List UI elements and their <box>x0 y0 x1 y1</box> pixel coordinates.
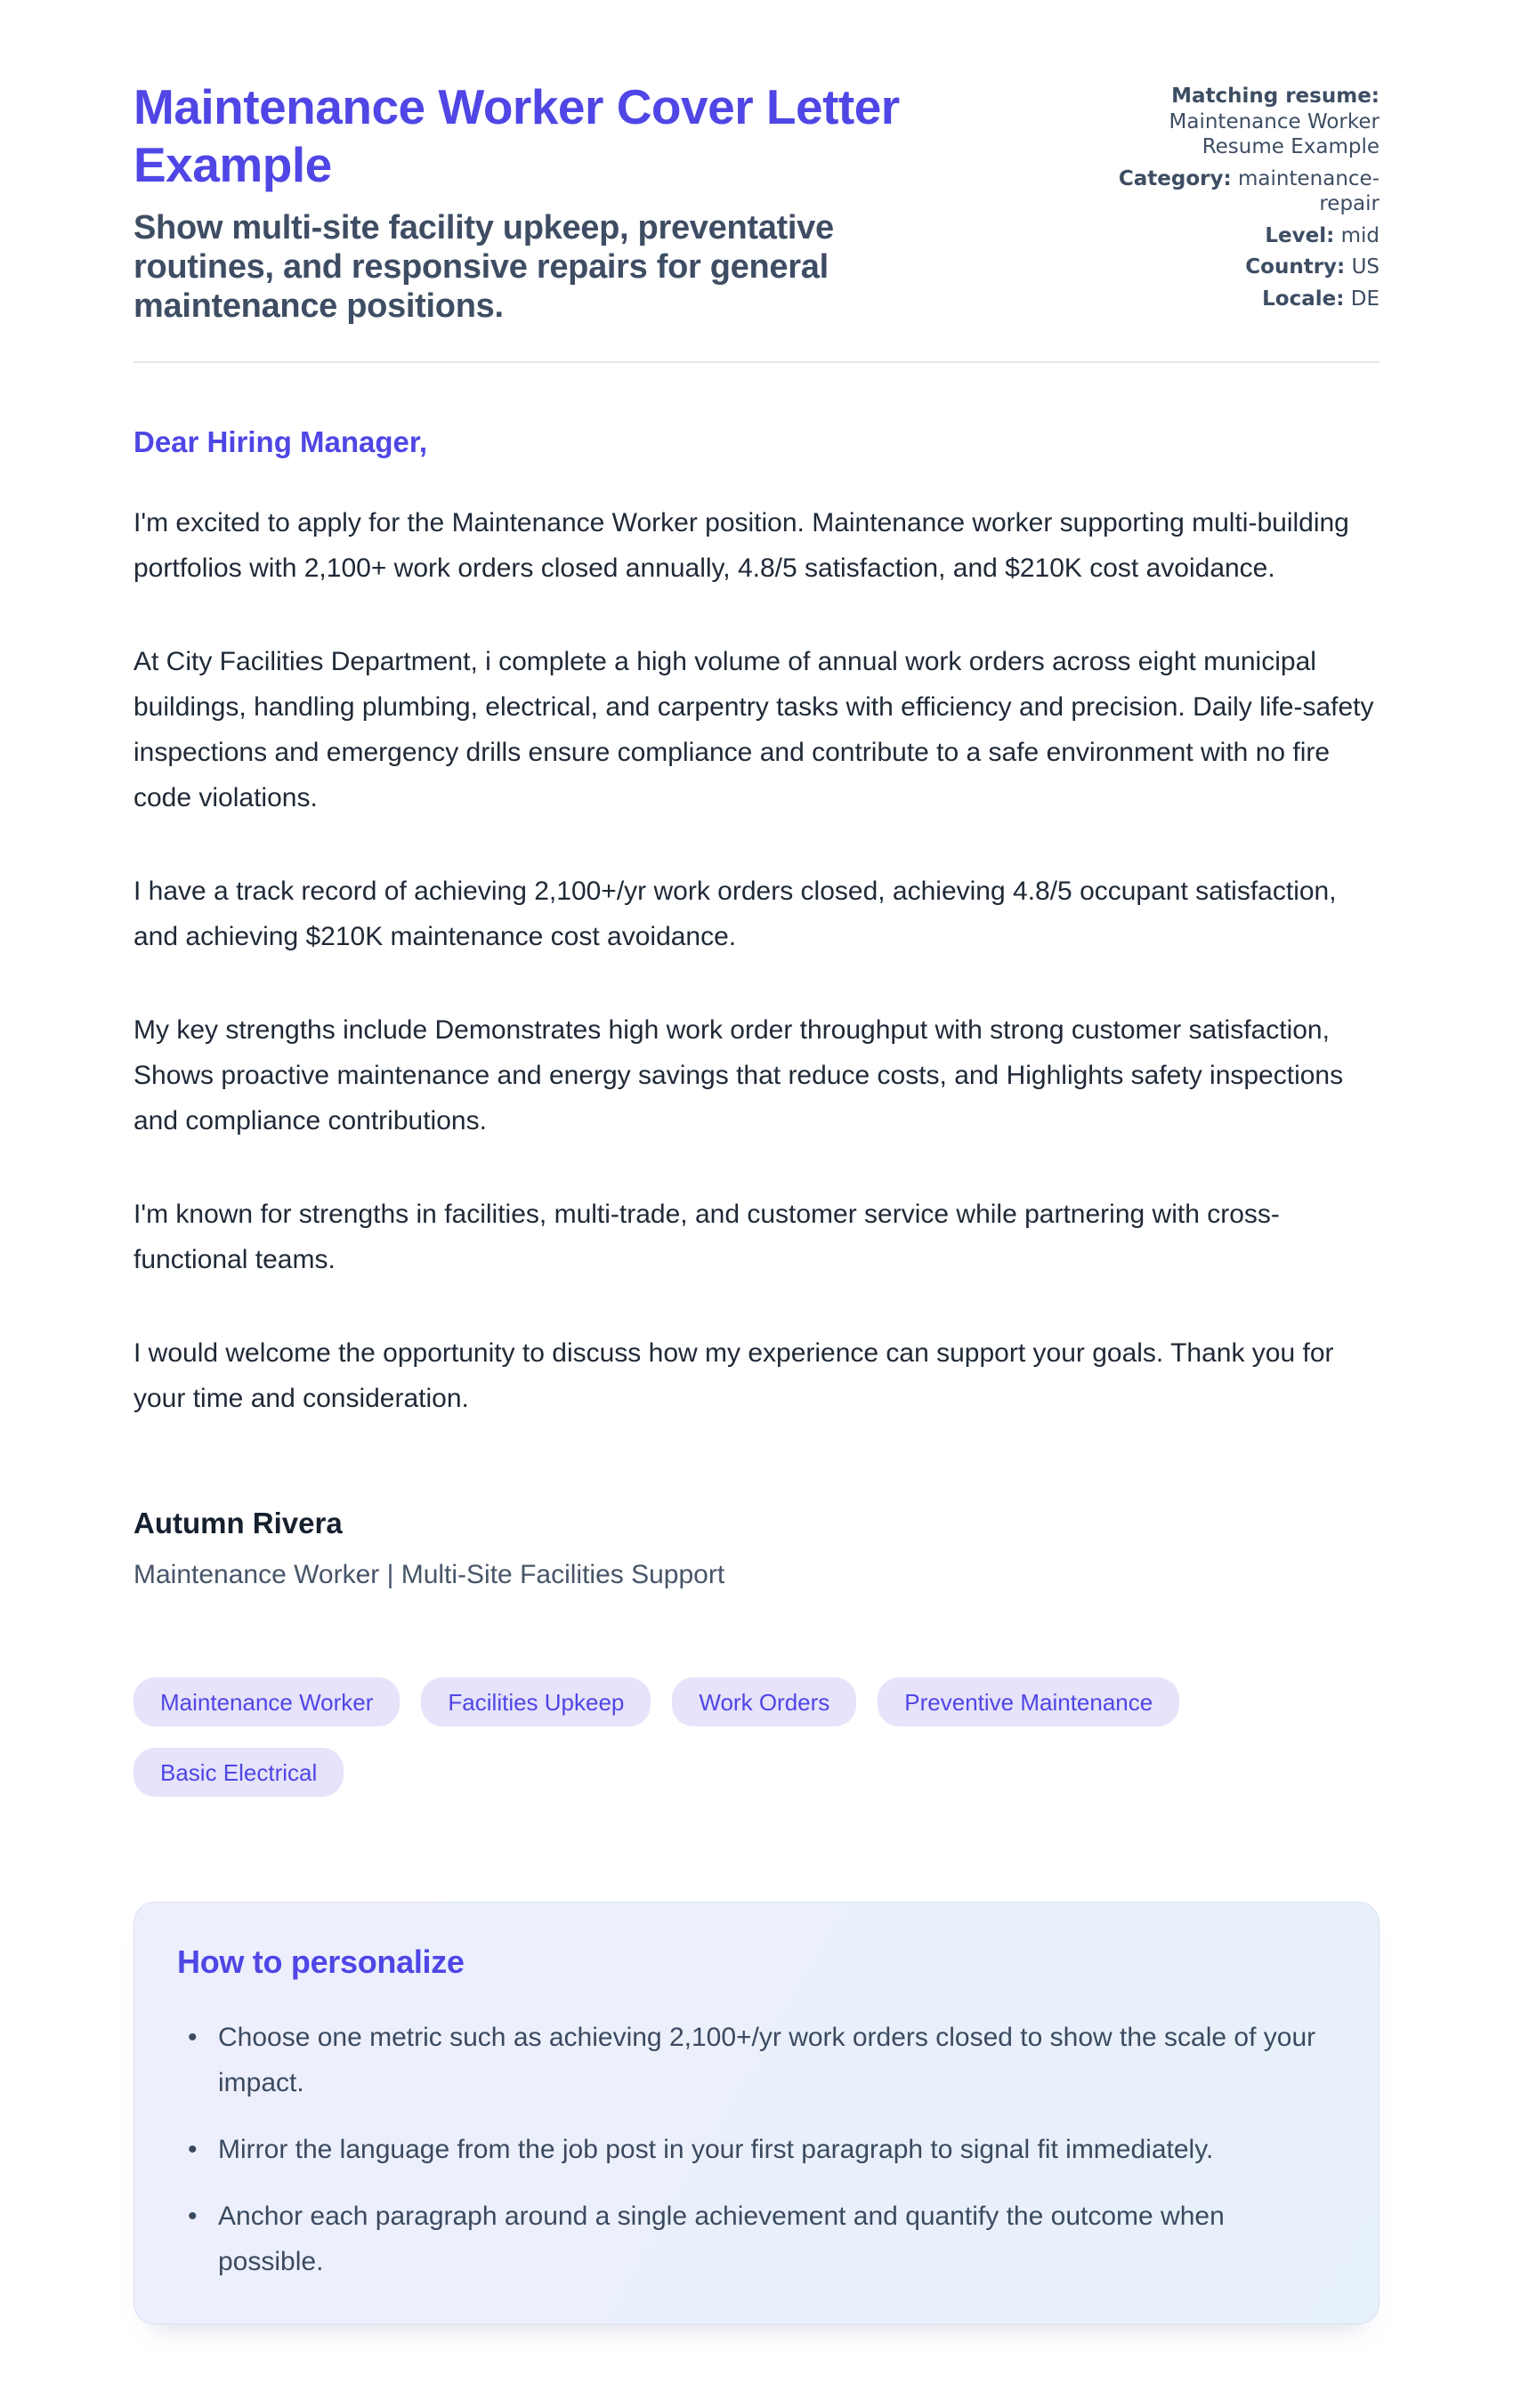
meta-value: DE <box>1350 287 1380 311</box>
tip-item <box>177 2015 1336 2105</box>
bullet-icon: • <box>188 2135 198 2165</box>
meta-item-matching-resume <box>1112 84 1380 160</box>
tag-list <box>134 1677 1380 1797</box>
meta-label: Matching resume: <box>1171 85 1380 108</box>
signature-block <box>134 1507 1380 1590</box>
tips-heading: How to personalize <box>177 1943 465 1981</box>
signature-role: Maintenance Worker | Multi-Site Facilities Support <box>134 1560 725 1590</box>
meta-label: Level: <box>1265 223 1335 247</box>
tip-text: Anchor each paragraph around a single achievement and quantify the outcome when possible. <box>218 2202 1225 2277</box>
bullet-icon: • <box>188 2023 198 2053</box>
tip-item <box>177 2127 1336 2172</box>
meta-value: mid <box>1340 223 1380 247</box>
letter-paragraph: I have a track record of achieving 2,100+/yr work orders closed, achieving 4.8/5 occupant satisfaction, and achieving $210K maintenance cost avoidance. <box>134 877 1337 952</box>
meta-value: Maintenance Worker Resume Example <box>1169 109 1380 159</box>
how-to-personalize-card <box>134 1902 1380 2324</box>
tag-pill-basic-electrical[interactable]: Basic Electrical <box>134 1748 344 1797</box>
tip-text: Mirror the language from the job post in your first paragraph to signal fit immediately. <box>218 2135 1214 2165</box>
letter-paragraph: At City Facilities Department, i complete a high volume of annual work orders across eight municipal buildings, handling plumbing, electrical, and carpentry tasks with efficiency and precision. Daily life-safety inspections and emergency drills ensure compliance and contribute to a safe environment with no fire code violations. <box>134 647 1374 813</box>
letter-paragraph: I'm known for strengths in facilities, multi-trade, and customer service while partnering with cross-functional teams. <box>134 1200 1280 1275</box>
meta-item-country <box>1112 255 1380 280</box>
letter-paragraph: I would welcome the opportunity to discuss how my experience can support your goals. Thank you for your time and consideration. <box>134 1338 1334 1414</box>
meta-label: Country: <box>1245 255 1346 279</box>
page-title: Maintenance Worker Cover Letter Example <box>134 79 900 192</box>
meta-item-level <box>1112 223 1380 249</box>
meta-item-locale <box>1112 287 1380 312</box>
letter-greeting: Dear Hiring Manager, <box>134 425 428 459</box>
meta-value: US <box>1351 255 1380 279</box>
meta-label: Locale: <box>1262 287 1345 311</box>
tag-pill-facilities-upkeep[interactable]: Facilities Upkeep <box>421 1677 651 1726</box>
tip-item <box>177 2194 1336 2284</box>
tag-pill-preventive-maintenance[interactable]: Preventive Maintenance <box>878 1677 1179 1726</box>
cover-letter-page <box>134 0 1380 2408</box>
bullet-icon: • <box>188 2202 198 2232</box>
letter-paragraph: I'm excited to apply for the Maintenance Worker position. Maintenance worker supporting multi-building portfolios with 2,100+ work orders closed annually, 4.8/5 satisfaction, and $210K cost avoidance. <box>134 508 1349 584</box>
header-titles <box>134 78 1015 326</box>
resume-meta-panel <box>1112 78 1380 318</box>
letter-paragraph: My key strengths include Demonstrates high work order throughput with strong customer satisfaction, Shows proactive maintenance and energy savings that reduce costs, and Highlights safety inspections and compliance contributions. <box>134 1015 1344 1136</box>
letter-body <box>134 425 1380 1590</box>
header-divider <box>134 361 1380 363</box>
meta-label: Category: <box>1118 166 1232 190</box>
tip-text: Choose one metric such as achieving 2,100+/yr work orders closed to show the scale of your impact. <box>218 2023 1316 2098</box>
page-header <box>134 78 1380 326</box>
page-subtitle: Show multi-site facility upkeep, preventative routines, and responsive repairs for general maintenance positions. <box>134 208 834 325</box>
signature-name: Autumn Rivera <box>134 1507 343 1540</box>
tag-pill-work-orders[interactable]: Work Orders <box>672 1677 856 1726</box>
meta-item-category <box>1112 166 1380 217</box>
meta-value: maintenance-repair <box>1238 166 1380 216</box>
tag-pill-maintenance-worker[interactable]: Maintenance Worker <box>134 1677 400 1726</box>
